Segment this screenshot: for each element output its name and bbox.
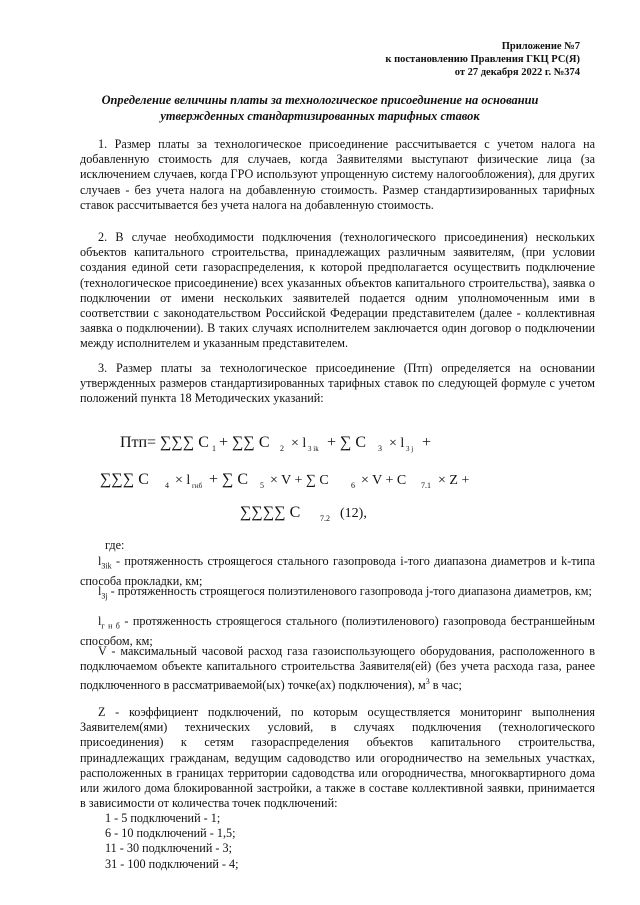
svg-text:= ∑∑∑ C: = ∑∑∑ C [147,434,209,451]
title-line-1: Определение величины платы за технологическое присоединение на основании [101,93,539,107]
svg-text:× l: × l [389,436,405,451]
where-label: где: [105,538,125,552]
svg-text:× l: × l [175,473,191,488]
svg-text:+: + [422,434,432,451]
definition-l3j-text: - протяженность строящегося полиэтиленового газопровода j-того диапазона диаметров, км; [110,584,592,598]
svg-text:+ ∑ C: + ∑ C [327,434,367,451]
svg-text:3 ik: 3 ik [308,445,319,453]
svg-text:1: 1 [212,444,216,453]
list-item: 6 - 10 подключений - 1,5; [105,826,236,841]
title-line-2: утвержденных стандартизированных тарифных ставок [160,109,480,123]
definition-v: V - максимальный часовой расход газа газоиспользующего оборудования, расположенного в подключаемом объекте капитального строительства Заявителя(ей) (без учета расхода газа, ранее подключенного в рассматриваемой(ых) точке(ах) подключения), $м^3$ в час; [80,644,595,693]
svg-text:7.1: 7.1 [421,481,431,490]
svg-text:5: 5 [260,481,264,490]
svg-text:× V + C: × V + C [361,473,407,488]
list-item: 11 - 30 подключений - 3; [105,841,232,856]
list-item: 31 - 100 подключений - 4; [105,856,239,871]
appendix-date: от 27 декабря 2022 г. №374 [454,67,580,78]
appendix-header [385,40,580,79]
svg-text:∑∑∑ C: ∑∑∑ C [100,471,149,488]
svg-text:× l: × l [291,436,307,451]
document-title [70,92,570,124]
svg-text:гнб: гнб [192,482,203,490]
paragraph-3: 3. Размер платы за технологическое присоединение (Птп) определяется на основании утвержденных размеров стандартизированных тарифных ставок по следующей формуле с учетом положений пункта 18 Методических указаний: [80,361,595,406]
svg-text:2: 2 [280,444,284,453]
svg-text:+ ∑ C: + ∑ C [209,471,249,488]
svg-text:3 j: 3 j [406,445,414,453]
svg-text:3: 3 [378,444,382,453]
definition-lgnb-text: - протяженность строящегося стального (полиэтиленового) газопровода бестраншейным способом, км; [80,614,596,648]
definition-l3ik: $l_{3ik}$ - протяженность строящегося стального газопровода i-того диапазона диаметров и k-типа способа прокладки, км; [80,554,596,588]
appendix-resolution: к постановлению Правления ГКЦ РС(Я) [385,54,580,65]
tariff-formula [95,422,565,524]
definition-l3ik-text: - протяженность строящегося стального газопровода i-того диапазона диаметров и k-типа способа прокладки, км; [80,554,596,588]
svg-text:6: 6 [351,481,355,490]
definition-z: Z - коэффициент подключений, по которым осуществляется мониторинг выполнения Заявителем(ями) технических условий, в случаях подключения (технологического присоединения) к сетям газораспределения объектов капитального строительства, принадлежащих гражданам, ведущим садоводство или огородничество на земельных участках, расположенных в границах территории садоводства или огородничества, многоквартирного дома или жилого дома блокированной застройки, а также в составе коллективной заявки, принимается в зависимости от количества точек подключений: [80,705,595,811]
formula-lhs: Птп [120,434,148,451]
list-item: 1 - 5 подключений - 1; [105,811,221,825]
svg-text:× V + ∑ C: × V + ∑ C [270,473,329,488]
definition-v-text: V - максимальный часовой расход газа газоиспользующего оборудования, расположенного в подключаемом объекте капитального строительства Заявителя(ей) (без учета расхода газа, ранее подключенного в рассматриваемой(ых) точке(ах) подключения), м [80,644,595,693]
connections-list [105,811,239,872]
definition-v-unit: в час; [432,678,462,693]
definition-l3j: $l_{3j}$ - протяженность строящегося полиэтиленового газопровода j-того диапазона диаметров, км; [98,584,592,601]
appendix-number: Приложение №7 [501,41,580,52]
paragraph-2: 2. В случае необходимости подключения (технологического присоединения) нескольких объектов капитального строительства, принадлежащих различным заявителям, (при условии создания единой сети газораспределения, к которой предполагается осуществить подключение (технологическое присоединение) всех указанных объектов капитального строительства), заявка о подключении от имени нескольких заявителей подается одним уполномоченным ими в соответствии с законодательством Российской Федерации представителем (далее - коллективная заявка о подключении). В таких случаях исполнителем заключается один договор о подключении между исполнителем и указанным представителем. [80,230,595,351]
svg-text:∑∑∑∑ C: ∑∑∑∑ C [240,504,301,521]
svg-text:4: 4 [165,481,169,490]
svg-text:7.2: 7.2 [320,514,330,523]
formula-number: (12), [340,506,367,521]
definition-lgnb: $l_{г н б}$ - протяженность строящегося стального (полиэтиленового) газопровода бестраншейным способом, км; [80,614,596,648]
svg-text:× Z +: × Z + [438,473,470,488]
svg-text:+ ∑∑ C: + ∑∑ C [219,434,270,451]
paragraph-1: 1. Размер платы за технологическое присоединение рассчитывается с учетом налога на добавленную стоимость для случаев, когда Заявителями выступают физические лица (за исключением случаев, когда ГРО используют упрощенную систему налогообложения), для других случаев - без учета налога на добавленную стоимость. Размер стандартизированных тарифных ставок рассчитывается без учета налога на добавленную стоимость. [80,137,595,212]
